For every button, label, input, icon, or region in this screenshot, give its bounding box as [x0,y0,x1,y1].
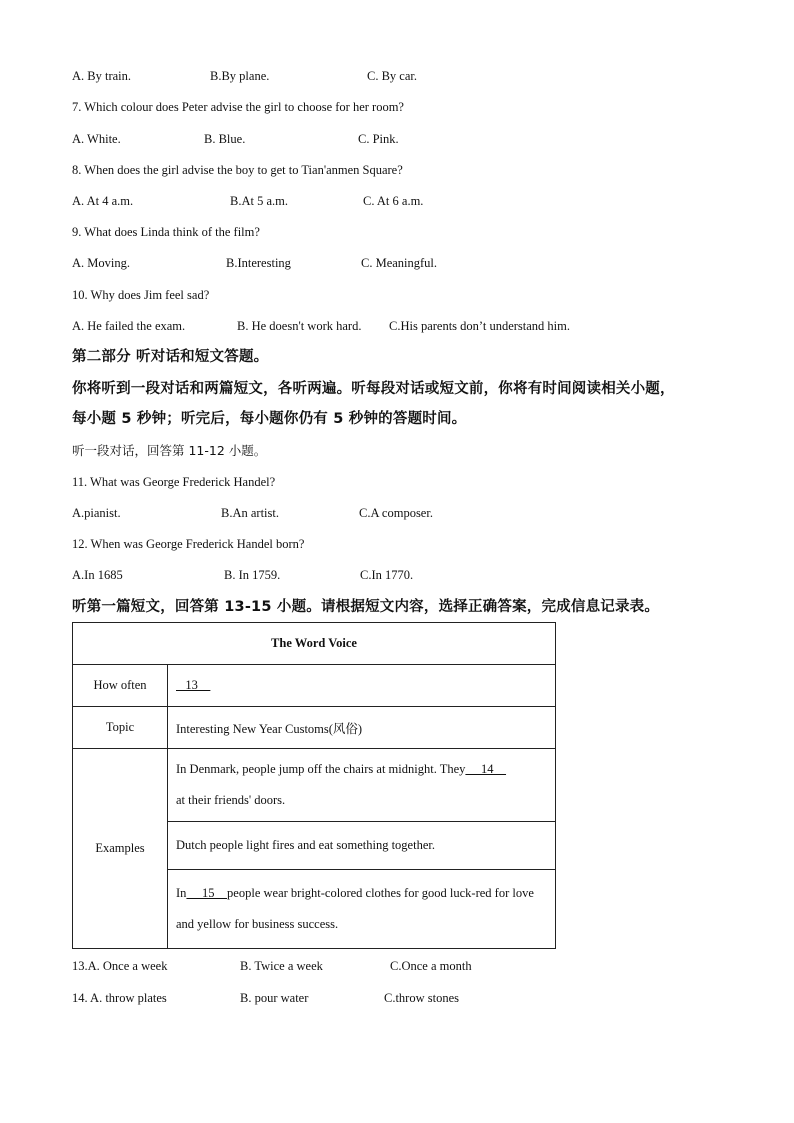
q7-question: 7. Which colour does Peter advise the girl to choose for her room? [72,100,404,114]
q14-option-a: 14. A. throw plates [72,991,167,1005]
q11-option-b: B.An artist. [221,506,279,520]
q11-option-c: C.A composer. [359,506,433,520]
q10-option-c: C.His parents don’t understand him. [389,319,570,333]
q11-option-a: A.pianist. [72,506,121,520]
q9-option-a: A. Moving. [72,256,130,270]
q9-options [72,255,692,271]
how-often-label: How often [73,665,168,707]
q7-option-c: C. Pink. [358,132,399,146]
example-denmark-text: In Denmark, people jump off the chairs at midnight. They [176,762,466,776]
example-dutch: Dutch people light fires and eat something together. [168,822,556,870]
blank-14: 14 [465,762,507,776]
q8-options [72,193,692,209]
blank-13: 13 [176,678,211,692]
part2-instruction-line2: 每小题 5 秒钟；听完后，每小题你仍有 5 秒钟的答题时间。 [72,411,467,427]
q9-question: 9. What does Linda think of the film? [72,225,260,239]
q10-option-a: A. He failed the exam. [72,319,186,333]
q12-option-b: B. In 1759. [224,568,281,582]
table-title: The Word Voice [73,623,556,665]
q6-option-a: A. By train. [72,69,132,83]
topic-label: Topic [73,707,168,749]
q6-options [72,68,692,84]
examples-label: Examples [73,749,168,949]
q8-option-b: B.At 5 a.m. [230,194,288,208]
q10-options [72,318,692,334]
q6-option-b: B.By plane. [210,69,270,83]
q8-question: 8. When does the girl advise the boy to get to Tian'anmen Square? [72,163,403,177]
info-record-table [72,622,556,949]
q13-options [72,958,692,974]
q14-options [72,990,692,1006]
part2-instruction-line1: 你将听到一段对话和两篇短文，各听两遍。听每段对话或短文前，你将有时间阅读相关小题， [72,381,675,397]
q6-option-c: C. By car. [367,69,417,83]
q8-option-a: A. At 4 a.m. [72,194,134,208]
q7-option-b: B. Blue. [204,132,246,146]
q7-option-a: A. White. [72,132,121,146]
blank-15: 15 [186,886,228,900]
example-colors-lead: In [176,886,187,900]
q12-option-a: A.In 1685 [72,568,123,582]
example-colors [168,870,556,949]
q8-option-c: C. At 6 a.m. [363,194,424,208]
q12-question: 12. When was George Frederick Handel born? [72,537,305,551]
q9-option-c: C. Meaningful. [361,256,438,270]
q12-option-c: C.In 1770. [360,568,414,582]
topic-value: Interesting New Year Customs(风俗) [168,707,556,749]
q7-options [72,131,692,147]
example-denmark [168,749,556,822]
q10-question: 10. Why does Jim feel sad? [72,288,210,302]
q13-option-a: 13.A. Once a week [72,959,168,973]
q14-option-b: B. pour water [240,991,309,1005]
how-often-value [168,665,556,707]
example-denmark-tail: at their friends' doors. [176,793,286,807]
q12-options [72,567,692,583]
example-colors-text: people wear bright-colored clothes for good luck-red for love and yellow for business success. [176,886,534,931]
q11-options [72,505,692,521]
passage1-prompt: 听第一篇短文，回答第 13-15 小题。请根据短文内容，选择正确答案，完成信息记录表。 [72,599,660,615]
q10-option-b: B. He doesn't work hard. [237,319,362,333]
q11-question: 11. What was George Frederick Handel? [72,475,276,489]
part2-title: 第二部分 听对话和短文答题。 [72,349,269,365]
q14-option-c: C.throw stones [384,991,459,1005]
q13-option-b: B. Twice a week [240,959,323,973]
q13-option-c: C.Once a month [390,959,472,973]
dialogue-prompt: 听一段对话，回答第 11-12 小题。 [72,443,267,458]
q9-option-b: B.Interesting [226,256,291,270]
